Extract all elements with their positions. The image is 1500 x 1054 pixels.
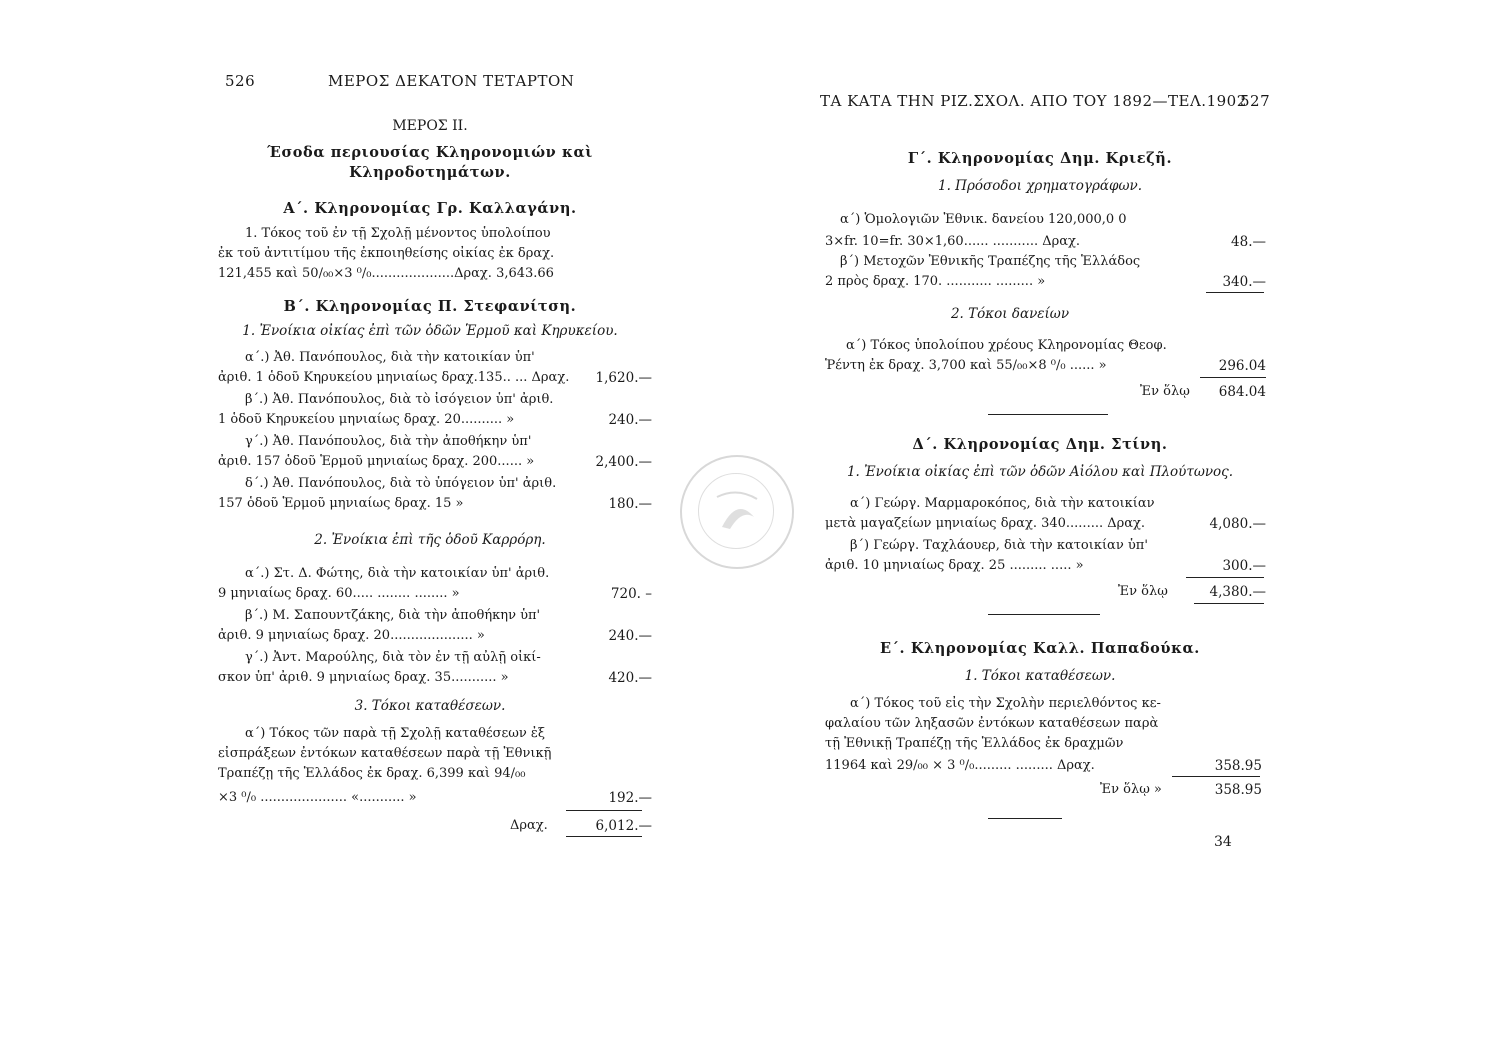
sum-rule xyxy=(1194,603,1264,604)
entry-line: Τραπέζῃ τῆς Ἑλλάδος ἐκ δραχ. 6,399 καὶ 94/₀₀ xyxy=(218,766,526,781)
entry-amount: 48.— xyxy=(1231,234,1266,250)
total-label: Ἐν ὅλῳ xyxy=(1118,584,1168,599)
section-e-title: Ε΄. Κληρονομίας Καλλ. Παπαδούκα. xyxy=(880,640,1200,657)
entry-line: τῇ Ἐθνικῇ Τραπέζῃ τῆς Ἑλλάδος ἐκ δραχμῶν xyxy=(825,736,1124,751)
section-divider xyxy=(988,614,1100,615)
entry-amount: 240.— xyxy=(608,412,652,428)
part-heading: ΜΕΡΟΣ ΙΙ. xyxy=(392,118,468,134)
section-b-title: Β΄. Κληρονομίας Π. Στεφανίτση. xyxy=(283,298,577,315)
main-heading-line2: Κληροδοτημάτων. xyxy=(349,164,511,181)
entry-line: 157 ὁδοῦ Ἑρμοῦ μηνιαίως δραχ. 15 » xyxy=(218,496,464,511)
entry-amount: 420.— xyxy=(608,670,652,686)
entry-line: γ΄.) Ἀθ. Πανόπουλος, διὰ τὴν ἀποθήκην ὑπ' xyxy=(245,434,532,449)
section-a-line: ἐκ τοῦ ἀντιτίμου τῆς ἐκποιηθείσης οἰκίας ἐκ δραχ. xyxy=(218,246,555,261)
section-c-sub1: 1. Πρόσοδοι χρηματογράφων. xyxy=(938,178,1142,194)
section-c-sub2: 2. Τόκοι δανείων xyxy=(950,306,1070,322)
entry-amount: 720. – xyxy=(610,586,652,602)
main-heading-line1: Έσοδα περιουσίας Κληρονομιών καὶ xyxy=(267,144,593,161)
entry-line: α΄) Τόκος τοῦ εἰς τὴν Σχολὴν περιελθόντος κε- xyxy=(850,696,1161,711)
entry-line: ἀριθ. 9 μηνιαίως δραχ. 20.................... » xyxy=(218,628,485,643)
section-e-sub1: 1. Τόκοι καταθέσεων. xyxy=(964,668,1116,684)
sum-rule xyxy=(1186,577,1264,578)
entry-line: φαλαίου τῶν ληξασῶν ἐντόκων καταθέσεων παρὰ xyxy=(825,716,1159,731)
entry-line: α΄.) Στ. Δ. Φώτης, διὰ τὴν κατοικίαν ὑπ' ἀριθ. xyxy=(245,566,550,581)
entry-line: 2 πρὸς δραχ. 170. ........... ......... » xyxy=(825,274,1046,289)
right-running-head: ΤΑ ΚΑΤΑ ΤΗΝ ΡΙΖ.ΣΧΟΛ. ΑΠΟ ΤΟΥ 1892—ΤΕΛ.1902 xyxy=(820,92,1247,110)
entry-line: 1 ὁδοῦ Κηρυκείου μηνιαίως δραχ. 20.......... » xyxy=(218,412,515,427)
entry-line: 3×fr. 10=fr. 30×1,60...... ........... Δραχ. xyxy=(825,234,1081,249)
section-b-sub2: 2. Ἐνοίκια ἐπὶ τῆς ὁδοῦ Καρρόρη. xyxy=(314,532,546,548)
section-a-line: 1. Τόκος τοῦ ἐν τῇ Σχολῇ μένοντος ὑπολοίπου xyxy=(245,226,551,241)
total-label: Ἐν ὅλῳ xyxy=(1140,384,1190,399)
entry-line: β΄.) Μ. Σαπουντζάκης, διὰ τὴν ἀποθήκην ὑπ' xyxy=(245,608,541,623)
section-divider xyxy=(988,818,1062,819)
entry-amount: 296.04 xyxy=(1218,358,1266,374)
entry-line: ×3 ⁰/₀ ..................... «........... » xyxy=(218,790,417,805)
entry-line: β΄) Μετοχῶν Ἐθνικῆς Τραπέζης τῆς Ἑλλάδος xyxy=(840,254,1141,269)
section-divider xyxy=(988,414,1108,415)
sum-rule xyxy=(1172,776,1260,777)
entry-line: Ῥέντη ἐκ δραχ. 3,700 καὶ 55/₀₀×8 ⁰/₀ ...... » xyxy=(825,358,1107,373)
entry-line: ἀριθ. 1 ὁδοῦ Κηρυκείου μηνιαίως δραχ.135.. ... Δραχ. xyxy=(218,370,570,385)
sum-rule xyxy=(1206,292,1264,293)
entry-amount: 340.— xyxy=(1222,274,1266,290)
entry-amount: 180.— xyxy=(608,496,652,512)
entry-line: εἰσπράξεων ἐντόκων καταθέσεων παρὰ τῇ Ἐθνικῇ xyxy=(218,746,552,761)
section-a-line: 121,455 καὶ 50/₀₀×3 ⁰/₀....................Δραχ. 3,643.66 xyxy=(218,266,554,281)
right-page-number: 527 xyxy=(1240,92,1271,110)
library-stamp xyxy=(680,455,794,569)
signature-mark: 34 xyxy=(1214,834,1232,850)
total-amount: 358.95 xyxy=(1214,782,1262,798)
entry-line: β΄) Γεώργ. Ταχλάουερ, διὰ τὴν κατοικίαν ὑπ' xyxy=(850,538,1148,553)
total-label: Δραχ. xyxy=(510,818,548,833)
entry-amount: 2,400.— xyxy=(595,454,652,470)
total-amount: 684.04 xyxy=(1218,384,1266,400)
entry-line: α΄.) Ἀθ. Πανόπουλος, διὰ τὴν κατοικίαν ὑπ' xyxy=(245,350,535,365)
entry-line: 11964 καὶ 29/₀₀ × 3 ⁰/₀......... ......... Δραχ. xyxy=(825,758,1095,773)
section-b-sub1: 1. Ἐνοίκια οἰκίας ἐπὶ τῶν ὁδῶν Ἑρμοῦ καὶ Κηρυκείου. xyxy=(242,323,618,339)
section-c-title: Γ΄. Κληρονομίας Δημ. Κριεζῆ. xyxy=(907,150,1173,167)
total-amount: 6,012.— xyxy=(595,818,652,834)
entry-line: α΄) Τόκος ὑπολοίπου χρέους Κληρονομίας Θεοφ. xyxy=(846,338,1167,353)
total-amount: 4,380.— xyxy=(1209,584,1266,600)
total-label: Ἐν ὅλῳ » xyxy=(1100,782,1162,797)
entry-line: ἀριθ. 157 ὁδοῦ Ἑρμοῦ μηνιαίως δραχ. 200...... » xyxy=(218,454,535,469)
sum-rule xyxy=(566,836,642,837)
left-page-number: 526 xyxy=(225,72,256,90)
section-a-title: Α΄. Κληρονομίας Γρ. Καλλαγάνη. xyxy=(283,200,577,217)
entry-line: μετὰ μαγαζείων μηνιαίως δραχ. 340......... Δραχ. xyxy=(825,516,1146,531)
entry-line: α΄) Γεώργ. Μαρμαροκόπος, διὰ τὴν κατοικίαν xyxy=(850,496,1155,511)
entry-line: α΄) Τόκος τῶν παρὰ τῇ Σχολῇ καταθέσεων ἐξ xyxy=(245,726,546,741)
entry-line: ἀριθ. 10 μηνιαίως δραχ. 25 ......... ..... » xyxy=(825,558,1084,573)
entry-line: β΄.) Ἀθ. Πανόπουλος, διὰ τὸ ἰσόγειον ὑπ' ἀριθ. xyxy=(245,392,554,407)
entry-line: 9 μηνιαίως δραχ. 60..... ........ ........ » xyxy=(218,586,460,601)
sum-rule xyxy=(1200,377,1266,378)
entry-line: σκον ὑπ' ἀριθ. 9 μηνιαίως δραχ. 35........... » xyxy=(218,670,509,685)
entry-amount: 240.— xyxy=(608,628,652,644)
section-d-title: Δ΄. Κληρονομίας Δημ. Στίνη. xyxy=(912,436,1168,453)
left-running-head: ΜΕΡΟΣ ΔΕΚΑΤΟΝ ΤΕΤΑΡΤΟΝ xyxy=(328,72,575,90)
entry-amount: 300.— xyxy=(1222,558,1266,574)
stamp-emblem-icon xyxy=(682,457,792,567)
entry-amount: 4,080.— xyxy=(1209,516,1266,532)
entry-line: α΄) Ὁμολογιῶν Ἐθνικ. δανείου 120,000,0 0 xyxy=(840,212,1127,227)
sum-rule xyxy=(566,810,642,811)
entry-amount: 192.— xyxy=(608,790,652,806)
section-b-sub3: 3. Τόκοι καταθέσεων. xyxy=(354,698,506,714)
entry-line: δ΄.) Ἀθ. Πανόπουλος, διὰ τὸ ὑπόγειον ὑπ' ἀριθ. xyxy=(245,476,557,491)
entry-amount: 358.95 xyxy=(1214,758,1262,774)
section-d-sub1: 1. Ἐνοίκια οἰκίας ἐπὶ τῶν ὁδῶν Αἰόλου καὶ Πλούτωνος. xyxy=(846,464,1234,480)
entry-line: γ΄.) Ἀντ. Μαρούλης, διὰ τὸν ἐν τῇ αὐλῇ οἰκί- xyxy=(245,650,541,665)
entry-amount: 1,620.— xyxy=(595,370,652,386)
